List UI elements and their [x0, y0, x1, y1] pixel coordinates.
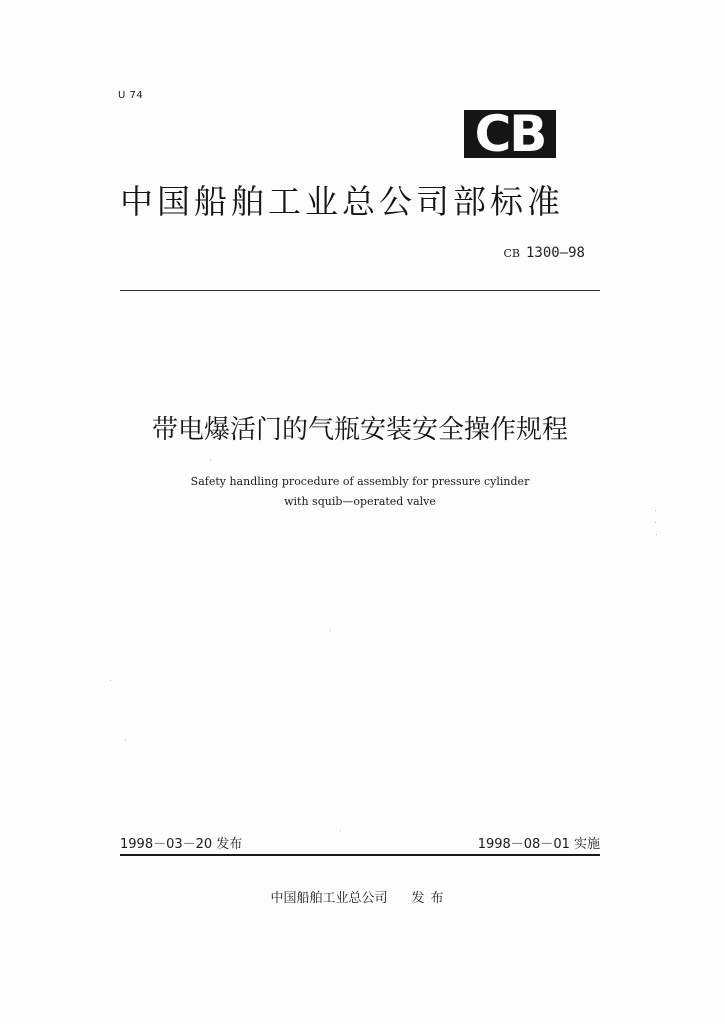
english-title-line-1: Safety handling procedure of assembly for pressure cylinder: [190, 475, 530, 488]
classification-code: U 74: [118, 90, 144, 101]
scan-speck: [110, 680, 111, 681]
issue-date: 1998－03－20 发布: [120, 837, 243, 852]
scan-speck: [655, 522, 656, 523]
english-title-line-2: with squib—operated valve: [284, 495, 436, 508]
document-title: 带电爆活门的气瓶安装安全操作规程: [151, 415, 568, 445]
publisher-line: [120, 887, 600, 906]
standard-number: [503, 245, 585, 261]
top-divider: [120, 290, 600, 291]
scan-speck: [340, 830, 341, 831]
implementation-date: 1998－08－01 实施: [477, 837, 600, 852]
scan-speck: [655, 510, 656, 511]
scan-speck: [656, 534, 657, 535]
publisher-name: 中国船舶工业总公司: [270, 891, 388, 906]
cb-logo: CB: [464, 110, 556, 158]
standard-number-prefix: CB: [503, 247, 520, 260]
standard-title: 中国船舶工业总公司部标准: [120, 182, 564, 221]
bottom-divider: [120, 854, 600, 856]
document-english-title: [100, 472, 620, 512]
scan-speck: [330, 630, 331, 631]
scan-speck: [125, 740, 126, 741]
scan-speck: [210, 460, 211, 461]
publisher-action: 发布: [411, 891, 450, 906]
standard-number-value: 1300—98: [525, 245, 585, 261]
